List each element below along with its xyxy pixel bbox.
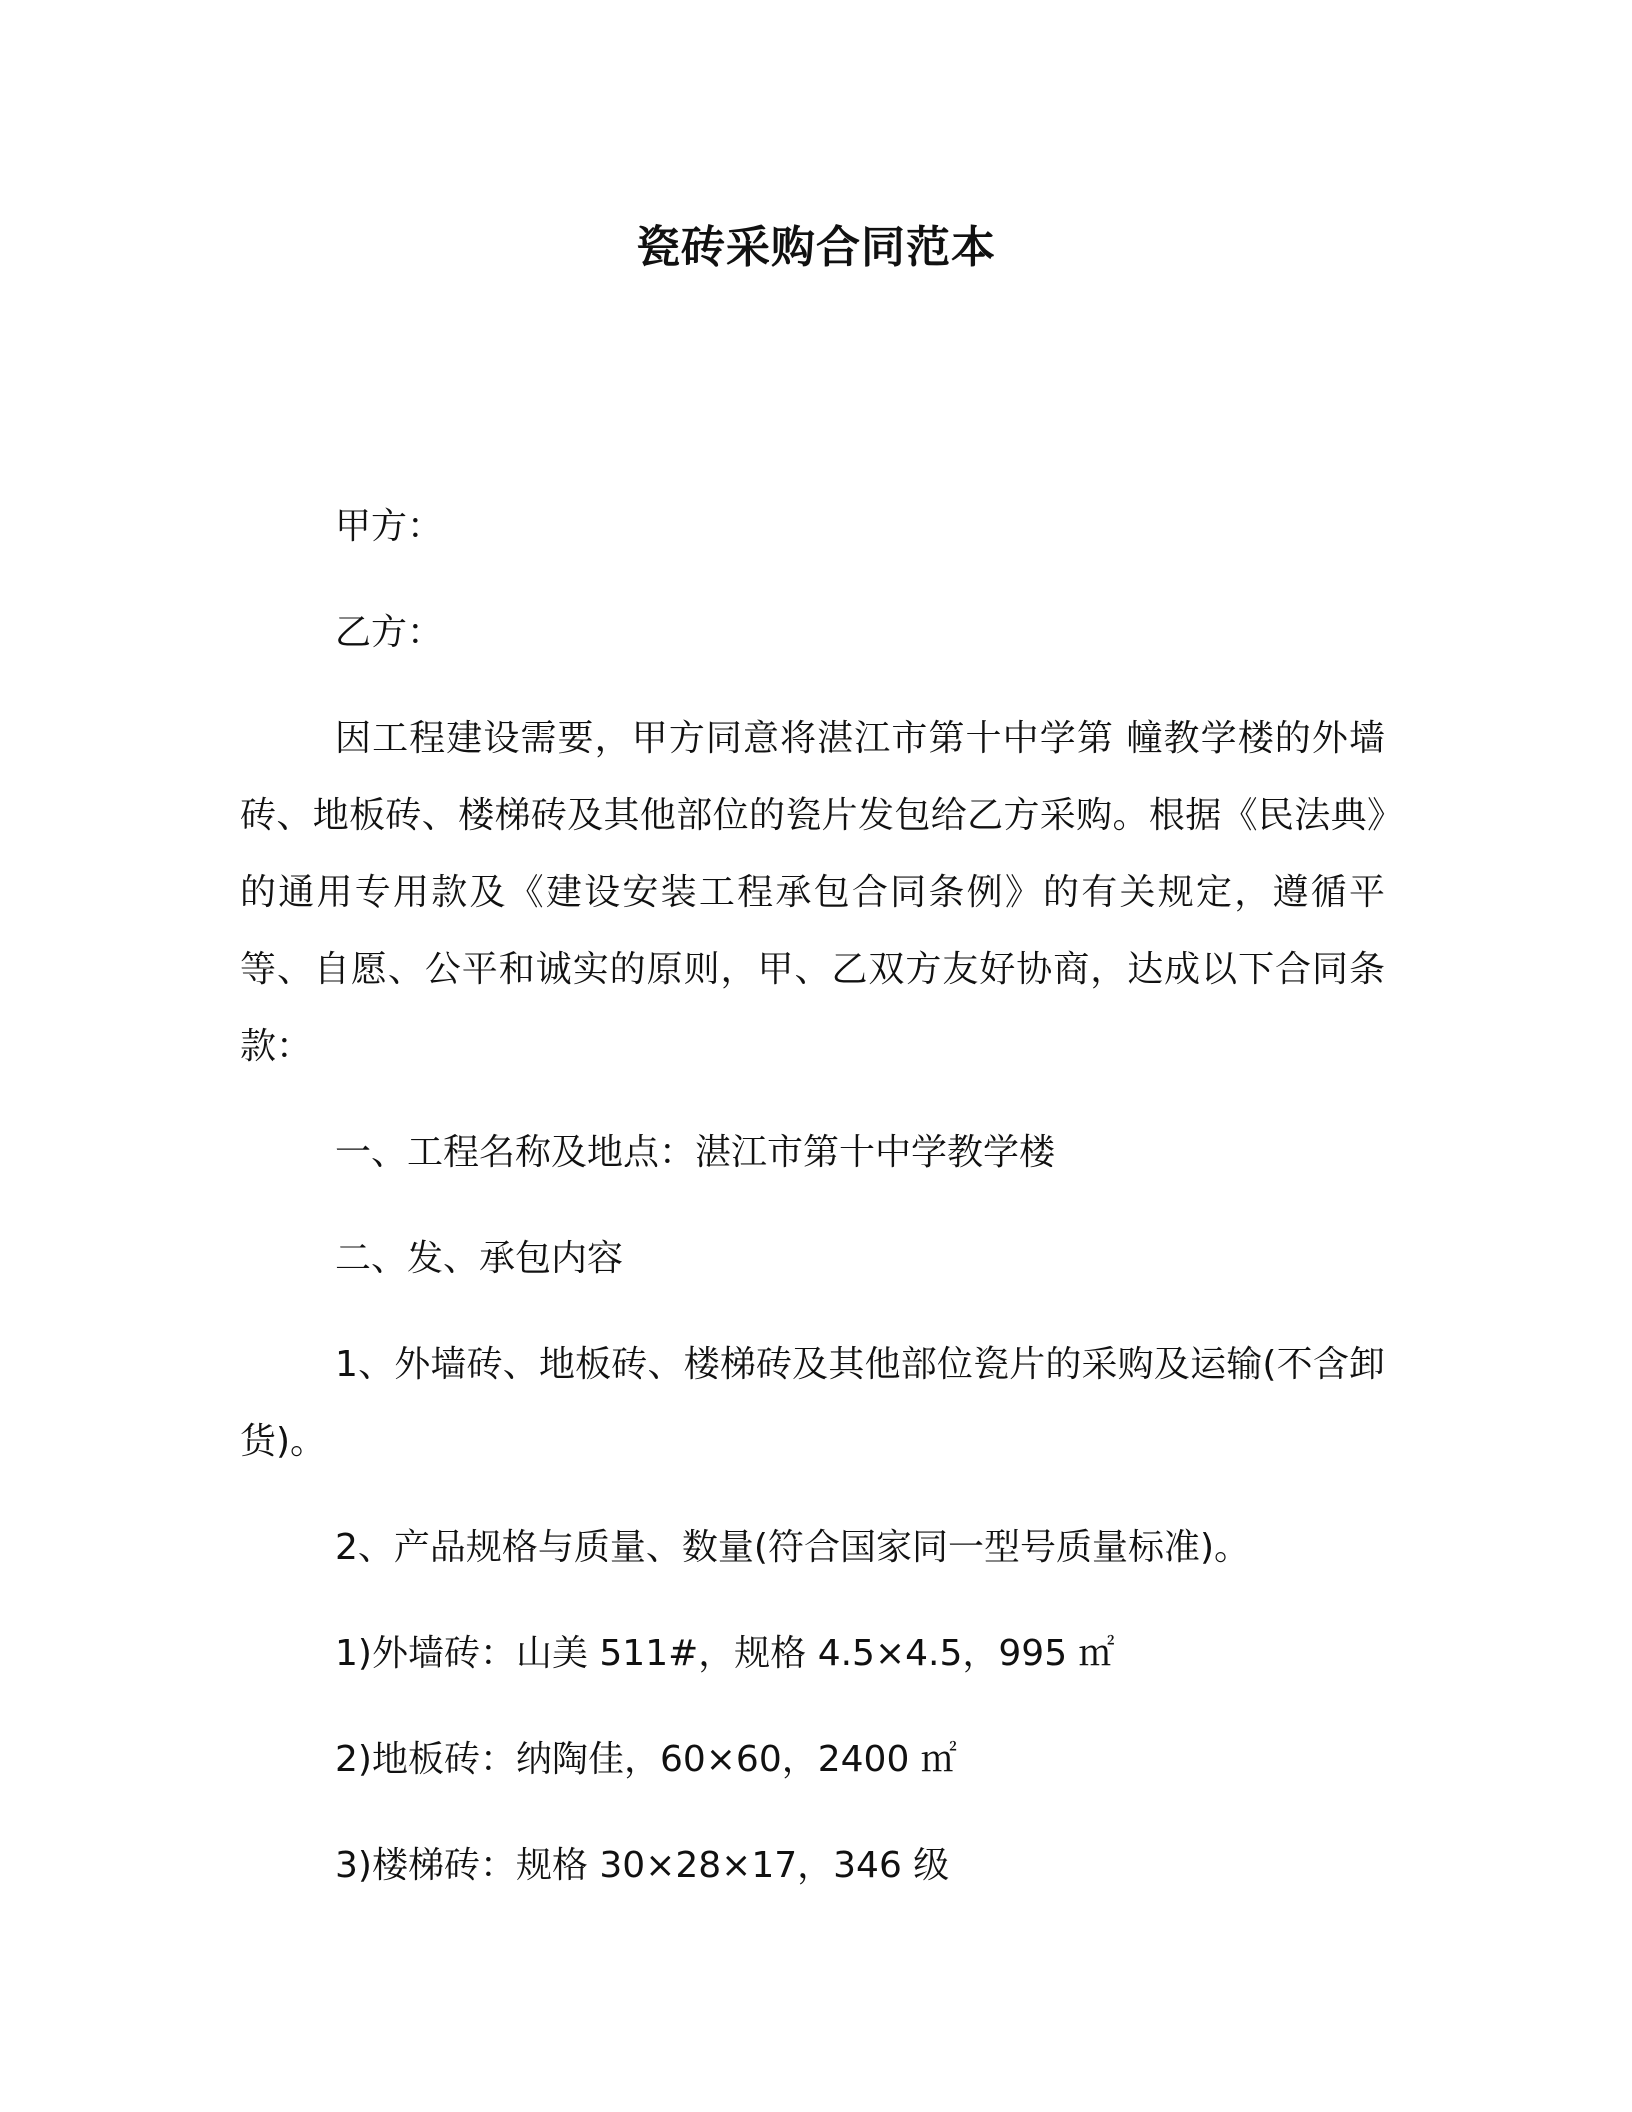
document-title: 瓷砖采购合同范本 [636,222,996,273]
party-b-line: 乙方： [335,612,444,653]
document-body [240,488,1385,1904]
spec-item-exterior-tile: 1)外墙砖：山美 511#，规格 4.5×4.5，995 ㎡ [335,1633,1115,1674]
spec-item-floor-tile: 2)地板砖：纳陶佳，60×60，2400 ㎡ [335,1739,957,1780]
clause-1-scope: 1、外墙砖、地板砖、楼梯砖及其他部位瓷片的采购及运输(不含卸货)。 [240,1344,1385,1462]
spec-item-stair-tile: 3)楼梯砖：规格 30×28×17，346 级 [335,1845,950,1886]
section-2-heading: 二、发、承包内容 [335,1238,624,1279]
party-a-line: 甲方： [335,506,444,547]
preamble-paragraph: 因工程建设需要，甲方同意将湛江市第十中学第 幢教学楼的外墙砖、地板砖、楼梯砖及其他部位的瓷片发包给乙方采购。根据《民法典》的通用专用款及《建设安装工程承包合同条例》的有关规定，遵循平等、自愿、公平和诚实的原则，甲、乙双方友好协商，达成以下合同条款： [240,718,1385,1067]
section-1-project-name: 一、工程名称及地点：湛江市第十中学教学楼 [335,1132,1056,1173]
clause-2-specs: 2、产品规格与质量、数量(符合国家同一型号质量标准)。 [335,1527,1250,1568]
